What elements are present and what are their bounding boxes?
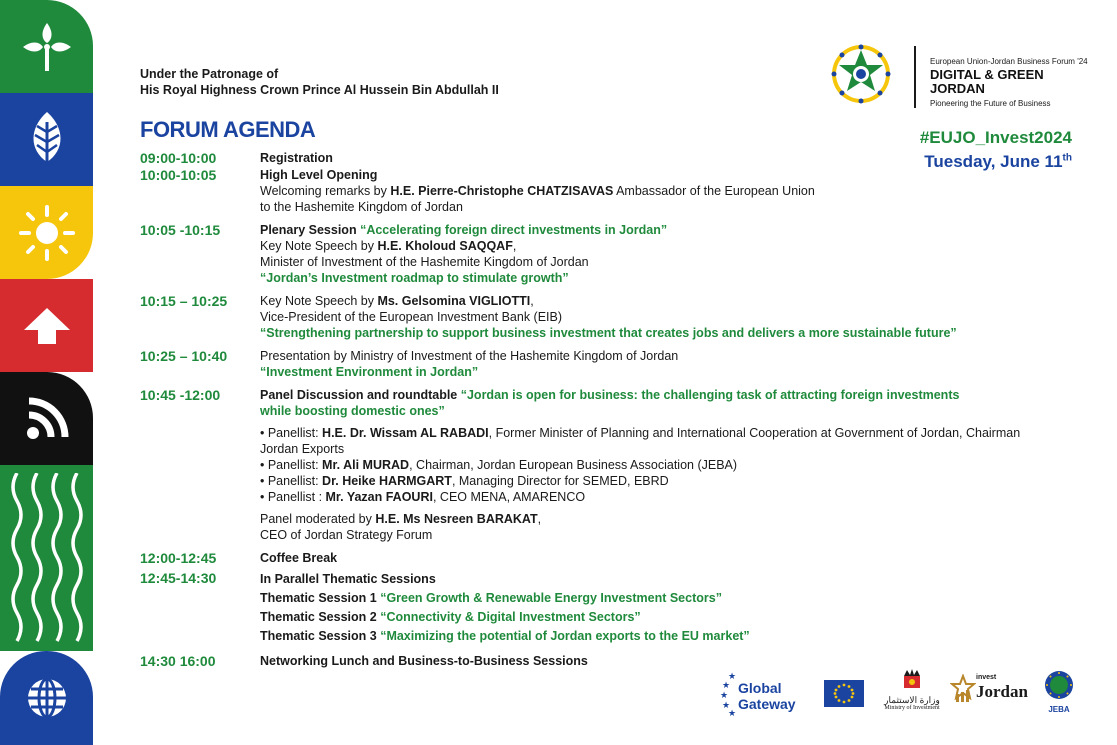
agenda-quote: “Jordan is open for business: the challenging task of attracting foreign investments while boosting domestic ones” [260, 388, 960, 418]
agenda-row [140, 293, 1080, 341]
forum-tagline: Pioneering the Future of Business [930, 99, 1051, 108]
agenda-line: Presentation by Ministry of Investment of the Hashemite Kingdom of Jordan [260, 349, 679, 363]
session-label: Thematic Session 2 [260, 610, 381, 624]
invest-jordan-small: invest [976, 674, 997, 681]
agenda-time: 12:45-14:30 [140, 570, 217, 586]
agenda-line: Minister of Investment of the Hashemite Kingdom of Jordan [260, 255, 589, 269]
blue-globe-band [0, 651, 93, 745]
panellist [260, 425, 1050, 457]
patronage-line-1: Under the Patronage of [140, 67, 279, 81]
up-arrow-icon [22, 306, 72, 346]
svg-text:★: ★ [722, 681, 731, 691]
moi-arabic: وزارة الاستثمار [884, 695, 940, 705]
text: , Managing Director for SEMED, EBRD [451, 474, 669, 488]
forum-star-logo-icon [830, 43, 892, 105]
text: Key Note Speech by [260, 239, 378, 253]
event-date-suffix: th [1062, 152, 1072, 164]
yellow-band [0, 186, 93, 279]
thematic-session [260, 627, 1080, 646]
agenda-time: 10:00-10:05 [140, 167, 217, 183]
partner-logos [720, 664, 1090, 724]
side-strip [0, 0, 93, 745]
global-gateway-logo [720, 668, 812, 718]
jeba-logo [1042, 670, 1076, 720]
speaker-name: Mr. Yazan FAOURI [325, 490, 433, 504]
agenda-row [140, 550, 1080, 567]
agenda-row [140, 348, 1080, 380]
text: • Panellist : [260, 490, 326, 504]
text: , Former Minister of Planning and International Cooperation at Government of Jordan, Chairman Jordan Exports [260, 426, 1021, 456]
agenda-time: 10:15 – 10:25 [140, 293, 228, 309]
svg-text:★: ★ [728, 709, 737, 716]
globe-icon [24, 675, 70, 721]
logo-divider [914, 46, 916, 108]
global-gateway-line-2: Gateway [738, 696, 796, 712]
agenda-line [260, 238, 1080, 254]
crown-emblem-icon [901, 668, 923, 690]
svg-text:★: ★ [728, 672, 737, 682]
text: Key Note Speech by [260, 294, 378, 308]
agenda-quote: “Accelerating foreign direct investments in Jordan” [360, 223, 668, 237]
agenda-line [260, 293, 1080, 309]
agenda-title: Coffee Break [260, 551, 338, 565]
agenda-title-line [260, 222, 1080, 238]
leaf-cross-icon [19, 19, 75, 75]
sun-icon [19, 205, 75, 261]
agenda-row [140, 222, 1080, 286]
forum-name-big [930, 68, 1044, 96]
agenda-time: 10:25 – 10:40 [140, 348, 228, 364]
red-band [0, 279, 93, 372]
agenda-line [260, 183, 1080, 199]
agenda [140, 150, 1080, 670]
agenda-line: to the Hashemite Kingdom of Jordan [260, 200, 463, 214]
speaker-name: Ms. Gelsomina VIGLIOTTI [377, 294, 531, 308]
session-topic: “Green Growth & Renewable Energy Investment Sectors” [380, 591, 722, 605]
text: Welcoming remarks by [260, 184, 391, 198]
patronage [140, 66, 499, 98]
text: • Panellist: [260, 426, 323, 440]
agenda-title: Panel Discussion and roundtable [260, 388, 461, 402]
panellist [260, 457, 1080, 473]
text: , CEO MENA, AMARENCO [432, 490, 586, 504]
agenda-row [140, 167, 1080, 215]
speaker-name: H.E. Pierre-Christophe CHATZISAVAS [390, 184, 614, 198]
global-gateway-line-1: Global [738, 680, 782, 696]
event-hashtag: #EUJO_Invest2024 [919, 128, 1072, 147]
session-topic: “Maximizing the potential of Jordan exports to the EU market” [380, 629, 750, 643]
moderator [260, 511, 1080, 527]
event-date-text: Tuesday, June 11 [924, 152, 1063, 171]
text: , [537, 512, 542, 526]
invest-jordan-logo [950, 668, 1030, 718]
leaf-icon [25, 110, 69, 170]
text: , [512, 239, 517, 253]
black-band [0, 372, 93, 465]
moi-english: Ministry of Investment [884, 705, 940, 711]
patronage-line-2: His Royal Highness Crown Prince Al Hussein Bin Abdullah II [140, 83, 499, 97]
text: , [530, 294, 534, 308]
stars-icon [720, 670, 740, 716]
agenda-quote: “Jordan’s Investment roadmap to stimulate growth” [260, 271, 569, 285]
thematic-session [260, 589, 1080, 608]
text: • Panellist: [260, 458, 323, 472]
agenda-quote: “Investment Environment in Jordan” [260, 365, 479, 379]
agenda-time: 12:00-12:45 [140, 550, 217, 566]
page-title: FORUM AGENDA [140, 117, 316, 142]
signal-icon [25, 397, 69, 441]
svg-text:★: ★ [722, 701, 731, 711]
svg-text:★: ★ [720, 691, 729, 701]
speaker-name: H.E. Dr. Wissam AL RABADI [322, 426, 489, 440]
agenda-row [140, 570, 1080, 646]
waves-icon [7, 473, 87, 643]
agenda-title: Registration [260, 151, 333, 165]
thematic-session [260, 608, 1080, 627]
blue-band [0, 93, 93, 186]
agenda-line: CEO of Jordan Strategy Forum [260, 528, 433, 542]
agenda-title: In Parallel Thematic Sessions [260, 572, 436, 586]
eu-stars-icon [824, 680, 864, 707]
speaker-name: Mr. Ali MURAD [322, 458, 410, 472]
session-label: Thematic Session 3 [260, 629, 381, 643]
speaker-name: Dr. Heike HARMGART [322, 474, 452, 488]
agenda-title: High Level Opening [260, 168, 378, 182]
green-band [0, 0, 93, 93]
agenda-line: Vice-President of the European Investment Bank (EIB) [260, 310, 563, 324]
agenda-row [140, 387, 1080, 543]
agenda-time: 09:00-10:00 [140, 150, 217, 166]
panellist [260, 473, 1080, 489]
session-label: Thematic Session 1 [260, 591, 381, 605]
forum-name-line-2: JORDAN [930, 81, 985, 96]
speaker-name: H.E. Kholoud SAQQAF [377, 239, 513, 253]
green-waves-band [0, 465, 93, 651]
invest-star-icon [950, 674, 976, 704]
invest-jordan-big: Jordan [976, 682, 1028, 701]
eu-flag [824, 680, 864, 707]
text: , Chairman, Jordan European Business Association (JEBA) [409, 458, 738, 472]
text: • Panellist: [260, 474, 323, 488]
text: Ambassador of the European Union [613, 184, 815, 198]
forum-name-small: European Union-Jordan Business Forum '24 [930, 57, 1088, 66]
agenda-title: Plenary Session [260, 223, 361, 237]
jeba-emblem-icon [1044, 670, 1074, 700]
session-topic: “Connectivity & Digital Investment Sectors” [380, 610, 641, 624]
agenda-title: Networking Lunch and Business-to-Business Sessions [260, 654, 588, 668]
speaker-name: H.E. Ms Nesreen BARAKAT [375, 512, 538, 526]
agenda-time: 10:45 -12:00 [140, 387, 221, 403]
agenda-time: 10:05 -10:15 [140, 222, 221, 238]
jeba-text: JEBA [1048, 705, 1070, 714]
text: Panel moderated by [260, 512, 376, 526]
agenda-time: 14:30 16:00 [140, 653, 216, 669]
agenda-row [140, 150, 1080, 167]
ministry-of-investment-logo [880, 668, 944, 724]
panellist [260, 489, 1080, 505]
agenda-title-line [260, 387, 990, 419]
forum-name-line-1: DIGITAL & GREEN [930, 67, 1044, 82]
agenda-quote: “Strengthening partnership to support business investment that creates jobs and delivers a more sustainable future” [260, 326, 957, 340]
